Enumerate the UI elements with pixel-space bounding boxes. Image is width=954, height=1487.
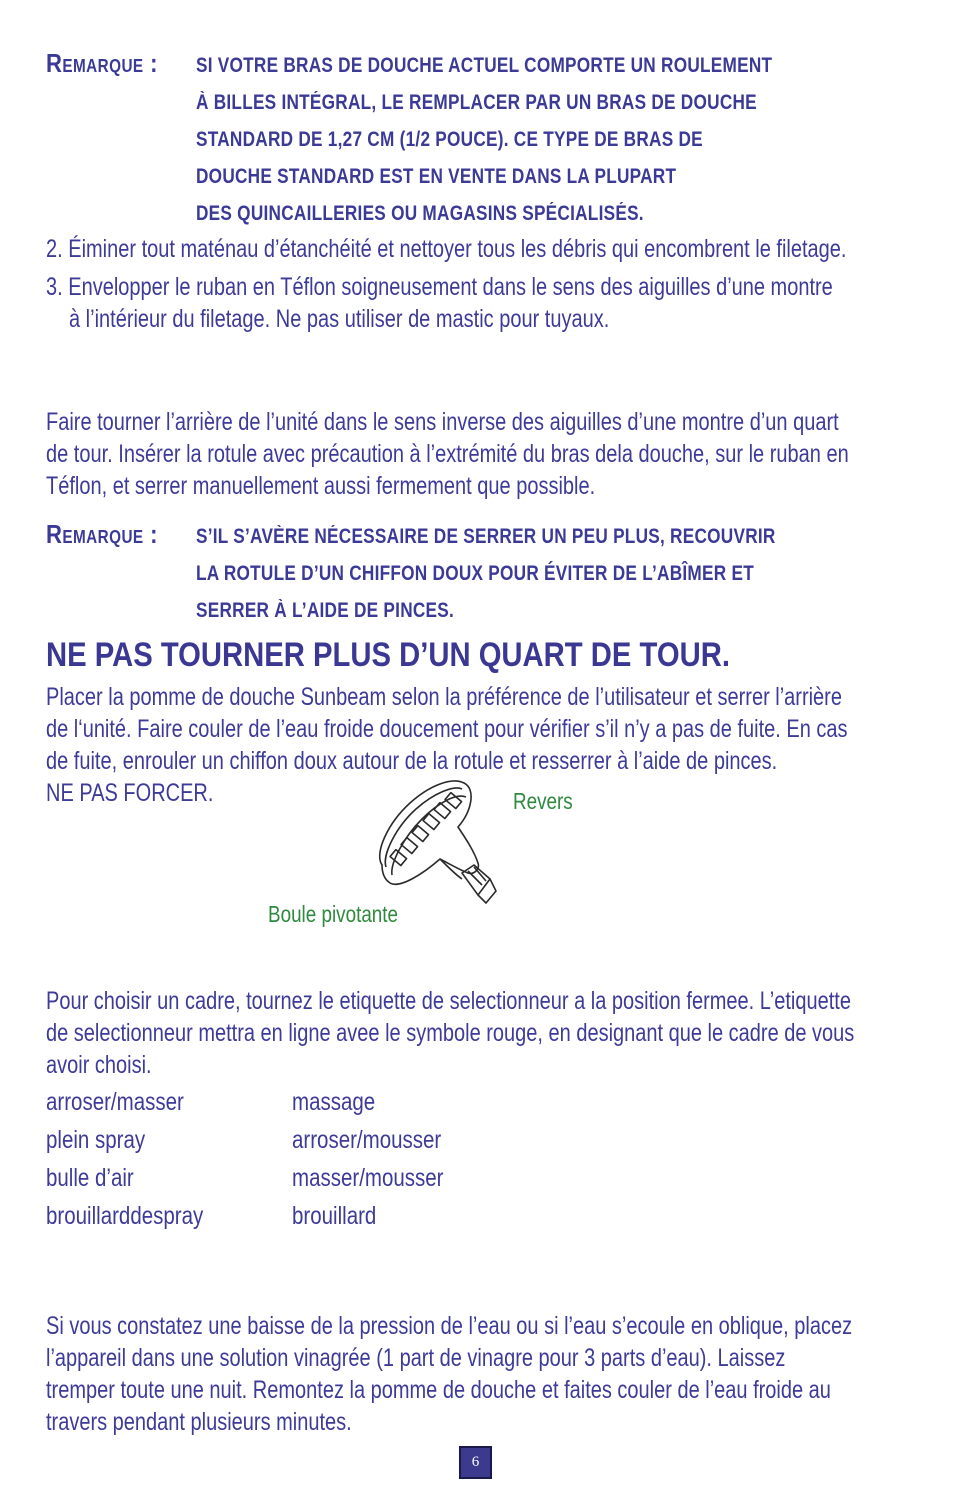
shower-head-illustration (370, 775, 505, 910)
placement-paragraph-line: de l‘unité. Faire couler de l’eau froide doucement pour vérifier s’il n’y a pas de fuite. En cas (46, 715, 848, 743)
setting-item: arroser/masser (46, 1088, 184, 1116)
setting-item: masser/mousser (292, 1164, 444, 1192)
step-3-continued: à l’intérieur du filetage. Ne pas utiliser de mastic pour tuyaux. (69, 305, 610, 333)
setting-item: plein spray (46, 1126, 146, 1154)
page-number-box (459, 1446, 492, 1479)
cleaning-paragraph-line: Si vous constatez une baisse de la pression de l’eau ou si l’eau s’ecoule en oblique, placez (46, 1312, 853, 1340)
note-line: LA ROTULE D’UN CHIFFON DOUX POUR ÉVITER DE L’ABÎMER ET (196, 562, 754, 585)
install-paragraph-line: Faire tourner l’arrière de l’unité dans le sens inverse des aiguilles d’une montre d’un quart (46, 408, 839, 436)
selector-paragraph-line: Pour choisir un cadre, tournez le etiquette de selectionneur a la position fermee. L’etiquette (46, 987, 851, 1015)
install-paragraph-line: Téflon, et serrer manuellement aussi fermement que possible. (46, 472, 596, 500)
placement-paragraph-line: de fuite, enrouler un chiffon doux autour de la rotule et resserrer à l’aide de pinces. (46, 747, 778, 775)
settings-list-right (292, 1083, 444, 1235)
placement-paragraph-line: Placer la pomme de douche Sunbeam selon la préférence de l’utilisateur et serrer l’arrière (46, 683, 842, 711)
label-boule-pivotante: Boule pivotante (268, 901, 399, 927)
warning-heading: NE PAS TOURNER PLUS D’UN QUART DE TOUR. (46, 636, 730, 674)
do-not-force-note: NE PAS FORCER. (46, 779, 214, 807)
cleaning-paragraph-line: tremper toute une nuit. Remontez la pomme de douche et faites couler de l’eau froide au (46, 1376, 831, 1404)
label-revers: Revers (513, 788, 573, 814)
note-line: À BILLES INTÉGRAL, LE REMPLACER PAR UN BRAS DE DOUCHE (196, 91, 757, 114)
note-line: S’IL S’AVÈRE NÉCESSAIRE DE SERRER UN PEU PLUS, RECOUVRIR (196, 525, 776, 548)
settings-list-left (46, 1083, 203, 1235)
step-2: 2. Éiminer tout maténau d’étanchéité et nettoyer tous les débris qui encombrent le filetage. (46, 235, 847, 263)
note-label: Remarque : (46, 519, 158, 549)
setting-item: arroser/mousser (292, 1126, 442, 1154)
note-label: Remarque : (46, 48, 158, 78)
note-line: STANDARD DE 1,27 CM (1/2 POUCE). CE TYPE DE BRAS DE (196, 128, 703, 151)
page-number: 6 (471, 1454, 480, 1470)
step-3: 3. Envelopper le ruban en Téflon soigneusement dans le sens des aiguilles d’une montre (46, 273, 833, 301)
note-line: SI VOTRE BRAS DE DOUCHE ACTUEL COMPORTE UN ROULEMENT (196, 54, 773, 77)
setting-item: brouillard (292, 1202, 377, 1230)
setting-item: massage (292, 1088, 376, 1116)
selector-paragraph-line: de selectionneur mettra en ligne avee le symbole rouge, en designant que le cadre de vous (46, 1019, 855, 1047)
install-paragraph-line: de tour. Insérer la rotule avec précaution à l’extrémité du bras dela douche, sur le ruban en (46, 440, 849, 468)
note-line: SERRER À L’AIDE DE PINCES. (196, 599, 455, 622)
cleaning-paragraph-line: travers pendant plusieurs minutes. (46, 1408, 352, 1436)
cleaning-paragraph-line: l’appareil dans une solution vinagrée (1 part de vinagre pour 3 parts d’eau). Laissez (46, 1344, 786, 1372)
note-line: DOUCHE STANDARD EST EN VENTE DANS LA PLUPART (196, 165, 677, 188)
setting-item: brouillarddespray (46, 1202, 204, 1230)
setting-item: bulle d’air (46, 1164, 134, 1192)
selector-paragraph-line: avoir choisi. (46, 1051, 152, 1079)
note-line: DES QUINCAILLERIES OU MAGASINS SPÉCIALISÉS. (196, 202, 644, 225)
